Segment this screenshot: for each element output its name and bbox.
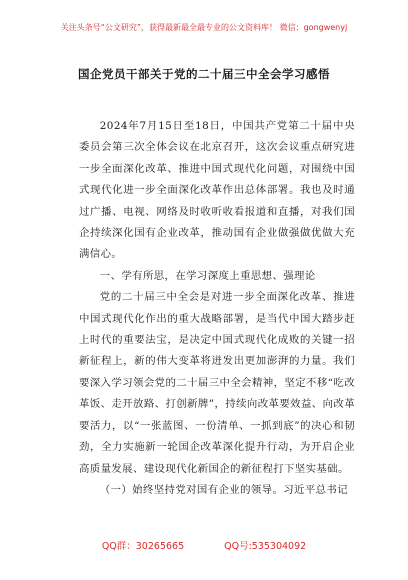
promo-banner: 关注头条号“公文研究”，获得最新最全最专业的公文资料库！ 微信：gongwenyj (60, 23, 348, 32)
section-heading: 一、学有所思，在学习深度上重思想、强理论 (99, 269, 316, 282)
intro-paragraph: 2024年7月15日至18日，中国共产党第二十届中央委员会第三次全体会议在北京召开，这次会议重点研究进一步全面深化改革、推进中国式现代化问题，对围绕中国式现代化进一步全面深化改革作出总体部署。我也及时通过广播、电视、网络及时收听收看报道和直播，对我们国企持续深化国有企业改革，推动国有企业做强做优做大充满信心。 (79, 120, 355, 261)
contact-footer (0, 538, 408, 552)
body-paragraph: 党的二十届三中全会是对进一步全面深化改革、推进中国式现代化作出的重大战略部署，是当代中国大踏步赶上时代的重要法宝，是决定中国式现代化成败的关键一招新征程上，新的伟大变革将迸发出更加澎湃的力量。我们要深入学习领会党的二十届三中全会精神，坚定不移“吃改革饭、走开放路、打创新牌”，持续向改革要效益、向改革要活力，以“一张蓝图、一份清单、一抓到底”的决心和韧劲，全力实施新一轮国企改革深化提升行动，为开启企业高质量发展、建设现代化新国企的新征程打下坚实基础。 (79, 291, 355, 475)
document-title: 国企党员干部关于党的二十届三中全会学习感悟 (78, 67, 330, 81)
qq-account-number: QQ号:535304092 (224, 541, 307, 552)
subsection-heading: （一）始终坚持党对国有企业的领导。习近平总书记 (99, 483, 348, 496)
qq-group-number: QQ群：30265665 (101, 541, 185, 552)
document-body (79, 116, 355, 501)
